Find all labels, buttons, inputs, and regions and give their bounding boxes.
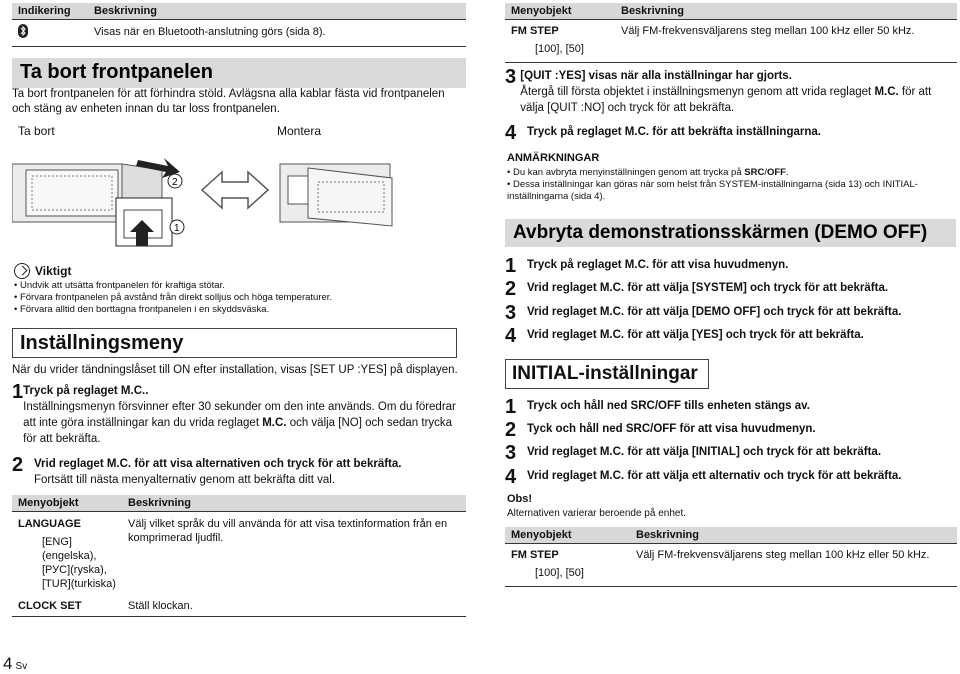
step-body-bold: M.C. bbox=[874, 86, 899, 98]
step-body-bold: M.C. bbox=[262, 417, 287, 429]
step-text bbox=[23, 383, 466, 447]
table-header: Beskrivning bbox=[615, 3, 957, 20]
step-number: 3 bbox=[505, 302, 517, 324]
settings-intro: När du vrider tändningslåset till ON efter installation, visas [SET UP :YES] på displayen. bbox=[12, 364, 458, 376]
section-title-settings: Inställningsmeny bbox=[12, 328, 457, 358]
demo-step-1 bbox=[505, 257, 957, 275]
step-heading: Vrid reglaget M.C. för att välja [YES] och tryck för att bekräfta. bbox=[527, 329, 864, 341]
frontpanel-illustration bbox=[12, 150, 466, 250]
step-body: Återgå till första objektet i inställningsmenyn genom att vrida reglaget bbox=[520, 86, 875, 98]
step-number: 4 bbox=[505, 122, 517, 144]
option: (engelska), bbox=[42, 550, 97, 562]
initial-step-3 bbox=[505, 444, 957, 462]
table-cell: Välj FM-frekvensväljarens steg mellan 100 kHz eller 50 kHz. bbox=[621, 25, 915, 37]
settings-step-1 bbox=[12, 383, 466, 447]
step-number: 4 bbox=[505, 325, 517, 347]
table-header: Menyobjekt bbox=[505, 3, 615, 20]
table-cell: Visas när en Bluetooth-anslutning görs (sida 8). bbox=[94, 26, 326, 38]
step-heading: Tryck och håll ned SRC/OFF tills enheten stängs av. bbox=[527, 400, 810, 412]
demo-step-2 bbox=[505, 280, 957, 298]
svg-text:2: 2 bbox=[172, 177, 178, 188]
menu-item: FM STEP bbox=[511, 549, 559, 561]
initial-step-1 bbox=[505, 398, 957, 416]
important-icon bbox=[14, 263, 30, 279]
table-header: Beskrivning bbox=[88, 3, 466, 20]
demo-step-4 bbox=[505, 327, 957, 345]
important-heading bbox=[14, 263, 71, 279]
settings-step-4 bbox=[505, 124, 957, 142]
step-body: Fortsätt till nästa menyalternativ genom att bekräfta ditt val. bbox=[34, 474, 336, 486]
table-cell: Välj vilket språk du vill använda för att visa textinformation från en komprimerad ljudfil. bbox=[128, 518, 448, 544]
step-heading: Vrid reglaget M.C. för att välja [INITIAL] och tryck för att bekräfta. bbox=[527, 446, 882, 458]
table-header: Menyobjekt bbox=[505, 527, 630, 544]
step-number: 2 bbox=[505, 419, 517, 441]
step-heading: Vrid reglaget M.C. för att visa alternativen och tryck för att bekräfta. bbox=[34, 458, 402, 470]
remove-body: Ta bort frontpanelen för att förhindra stöld. Avlägsna alla kablar fästa vid frontpanelen och stäng av enheten innan du tar loss frontpanelen. bbox=[12, 88, 445, 115]
list-item: • Undvik att utsätta frontpanelen för kraftiga stötar. bbox=[14, 280, 464, 292]
step-number: 4 bbox=[505, 466, 517, 488]
option: [100], [50] bbox=[535, 43, 584, 55]
list-item: • Du kan avbryta menyinställningen genom att trycka på SRC/OFF. bbox=[507, 167, 947, 179]
step-body: Inställningsmenyn försvinner efter 30 sekunder om den inte används. Om du föredrar att inte göra inställningar kan du vrida reglaget bbox=[23, 401, 456, 429]
table-header: Menyobjekt bbox=[12, 495, 122, 512]
notes-title: ANMÄRKNINGAR bbox=[507, 152, 600, 164]
page-number bbox=[3, 654, 27, 674]
table-header: Indikering bbox=[12, 3, 88, 20]
step-number: 1 bbox=[505, 255, 517, 277]
step-number: 1 bbox=[12, 381, 24, 403]
option: [TUR](turkiska) bbox=[42, 578, 116, 590]
obs-title: Obs! bbox=[507, 493, 533, 505]
menu-table-right-top bbox=[505, 3, 957, 63]
obs-text: Alternativen varierar beroende på enhet. bbox=[507, 508, 687, 519]
step-body: för att välja [QUIT :NO] och tryck för att bekräfta. bbox=[520, 86, 932, 114]
svg-text:1: 1 bbox=[174, 223, 180, 234]
step-heading: [QUIT :YES] visas när alla inställningar har gjorts. bbox=[520, 70, 792, 82]
step-text bbox=[527, 124, 821, 140]
initial-step-2 bbox=[505, 421, 957, 439]
notes-list bbox=[507, 167, 947, 203]
step-heading: Tryck på reglaget M.C. för att bekräfta inställningarna. bbox=[527, 126, 821, 138]
label-attach: Montera bbox=[277, 124, 322, 138]
indicator-table bbox=[12, 3, 466, 47]
list-item: • Förvara alltid den borttagna frontpanelen i en skyddsväska. bbox=[14, 304, 464, 316]
step-number: 3 bbox=[505, 66, 517, 88]
list-item: • Dessa inställningar kan göras när som helst från SYSTEM-inställningarna (sida 13) och INITIAL-inställningarna (sida 4). bbox=[507, 179, 947, 203]
page-lang: Sv bbox=[15, 661, 28, 672]
option: [ENG] bbox=[42, 536, 72, 548]
step-number: 1 bbox=[505, 396, 517, 418]
table-cell: Ställ klockan. bbox=[128, 600, 193, 612]
step-heading: Tryck på reglaget M.C.. bbox=[23, 385, 149, 397]
page-number-value: 4 bbox=[3, 654, 13, 673]
step-heading: Tyck och håll ned SRC/OFF för att visa huvudmenyn. bbox=[527, 423, 816, 435]
bluetooth-icon bbox=[12, 20, 88, 47]
menu-item: CLOCK SET bbox=[18, 600, 82, 612]
important-title: Viktigt bbox=[35, 264, 72, 278]
table-cell: Välj FM-frekvensväljarens steg mellan 100 kHz eller 50 kHz. bbox=[636, 549, 930, 561]
list-item: • Förvara frontpanelen på avstånd från direkt solljus och höga temperaturer. bbox=[14, 292, 464, 304]
demo-step-3 bbox=[505, 304, 957, 322]
step-heading: Vrid reglaget M.C. för att välja [DEMO OFF] och tryck för att bekräfta. bbox=[527, 306, 902, 318]
step-body: och välja [NO] och sedan trycka för att bekräfta. bbox=[23, 417, 453, 445]
option: [100], [50] bbox=[535, 567, 584, 579]
section-title-demo-off: Avbryta demonstrationsskärmen (DEMO OFF) bbox=[505, 219, 956, 247]
menu-item: LANGUAGE bbox=[18, 518, 81, 530]
step-number: 2 bbox=[12, 454, 24, 476]
step-text bbox=[34, 456, 401, 488]
step-heading: Vrid reglaget M.C. för att välja ett alternativ och tryck för att bekräfta. bbox=[527, 470, 902, 482]
step-heading: Tryck på reglaget M.C. för att visa huvudmenyn. bbox=[527, 259, 789, 271]
initial-step-4 bbox=[505, 468, 957, 486]
label-remove: Ta bort bbox=[18, 124, 55, 138]
menu-table-left bbox=[12, 495, 466, 617]
table-header: Beskrivning bbox=[630, 527, 957, 544]
section-title-initial: INITIAL-inställningar bbox=[505, 359, 709, 389]
important-list bbox=[14, 280, 464, 316]
menu-item: FM STEP bbox=[511, 25, 559, 37]
menu-table-right-bottom bbox=[505, 527, 957, 587]
step-text bbox=[520, 68, 957, 116]
step-number: 3 bbox=[505, 442, 517, 464]
option: [РУС](ryska), bbox=[42, 564, 107, 576]
table-header: Beskrivning bbox=[122, 495, 466, 512]
step-number: 2 bbox=[505, 278, 517, 300]
settings-step-3 bbox=[505, 68, 957, 116]
step-heading: Vrid reglaget M.C. för att välja [SYSTEM] och tryck för att bekräfta. bbox=[527, 282, 889, 294]
settings-step-2 bbox=[12, 456, 466, 488]
section-title-remove: Ta bort frontpanelen bbox=[12, 58, 466, 88]
